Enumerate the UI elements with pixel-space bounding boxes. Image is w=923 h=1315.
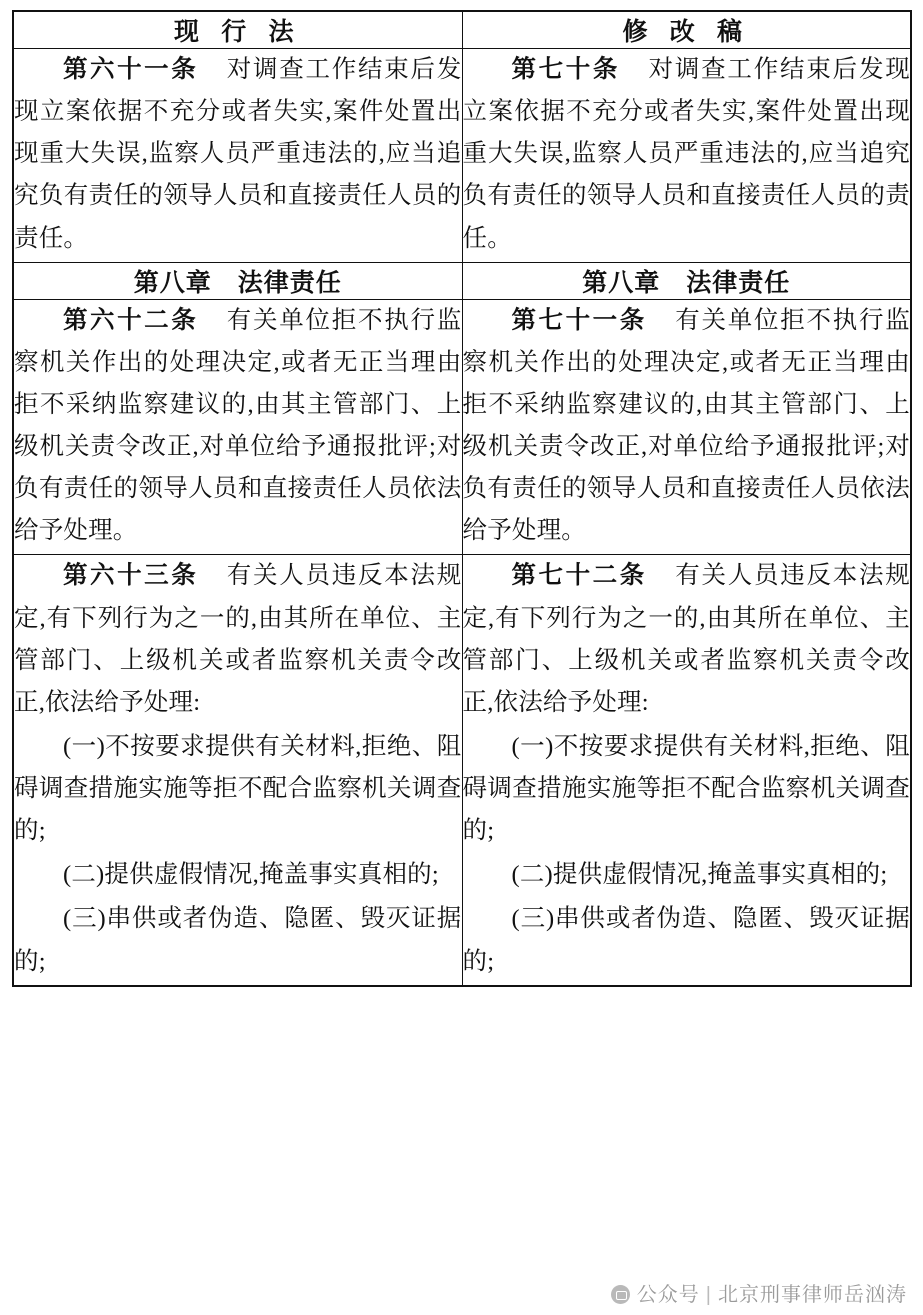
article-item: (三)串供或者伪造、隐匿、毁灭证据的; (14, 905, 462, 975)
article-cell-left-1 (13, 49, 462, 263)
article-cell-right-2 (462, 299, 911, 555)
article-text: 对调查工作结束后发现立案依据不充分或者失实,案件处置出现重大失误,监察人员严重违法的,应当追究负有责任的领导人员和直接责任人员的责任。 (14, 56, 462, 252)
article-text: 有关单位拒不执行监察机关作出的处理决定,或者无正当理由拒不采纳监察建议的,由其主管部门、上级机关责令改正,对单位给予通报批评;对负有责任的领导人员和直接责任人员依法给予处理。 (14, 306, 462, 545)
watermark-separator: | (705, 1284, 712, 1306)
article-item: (一)不按要求提供有关材料,拒绝、阻碍调查措施实施等拒不配合监察机关调查的; (462, 732, 910, 845)
article-number: 第七十条 (511, 56, 620, 83)
watermark-name: 北京刑事律师岳汹涛 (718, 1284, 907, 1306)
table-row (13, 49, 911, 263)
article-cell-left-2 (13, 299, 462, 555)
table-row (13, 299, 911, 555)
chapter-title-left: 第八章 法律责任 (13, 262, 462, 299)
article-paragraph (463, 49, 911, 260)
article-item: (二)提供虚假情况,掩盖事实真相的; (511, 861, 888, 889)
article-number: 第七十二条 (511, 562, 647, 590)
article-text: 对调查工作结束后发现立案依据不充分或者失实,案件处置出现重大失误,监察人员严重违法的,应当追究负有责任的领导人员和直接责任人员的责任。 (462, 56, 911, 252)
article-paragraph (463, 300, 911, 553)
article-item: (三)串供或者伪造、隐匿、毁灭证据的; (462, 905, 910, 975)
chapter-title-right: 第八章 法律责任 (462, 262, 911, 299)
article-text: 有关人员违反本法规定,有下列行为之一的,由其所在单位、主管部门、上级机关或者监察机关责令改正,依法给予处理: (462, 562, 910, 716)
article-number: 第七十一条 (511, 306, 647, 334)
column-header-current-law: 现 行 法 (13, 11, 462, 49)
article-number: 第六十一条 (63, 56, 199, 83)
law-comparison-table (12, 10, 912, 987)
table-row (13, 555, 911, 986)
table-row (13, 262, 911, 299)
watermark (611, 1278, 907, 1307)
article-paragraph (14, 555, 462, 724)
article-paragraph (14, 300, 462, 553)
article-paragraph (14, 49, 462, 260)
article-cell-left-3 (13, 555, 462, 986)
table-header-row (13, 11, 911, 49)
article-text: 有关人员违反本法规定,有下列行为之一的,由其所在单位、主管部门、上级机关或者监察机关责令改正,依法给予处理: (14, 562, 462, 716)
article-cell-right-1 (462, 49, 911, 263)
article-item: (二)提供虚假情况,掩盖事实真相的; (63, 861, 439, 889)
article-number: 第六十二条 (63, 306, 199, 334)
article-cell-right-3 (462, 555, 911, 986)
article-item: (一)不按要求提供有关材料,拒绝、阻碍调查措施实施等拒不配合监察机关调查的; (14, 732, 462, 845)
column-header-revised-draft: 修 改 稿 (462, 11, 911, 49)
article-text: 有关单位拒不执行监察机关作出的处理决定,或者无正当理由拒不采纳监察建议的,由其主管部门、上级机关责令改正,对单位给予通报批评;对负有责任的领导人员和直接责任人员依法给予处理。 (462, 306, 910, 545)
article-paragraph (463, 555, 911, 724)
article-number: 第六十三条 (63, 562, 199, 590)
watermark-account-label: 公众号 (636, 1284, 700, 1306)
wechat-logo-icon (611, 1285, 630, 1304)
